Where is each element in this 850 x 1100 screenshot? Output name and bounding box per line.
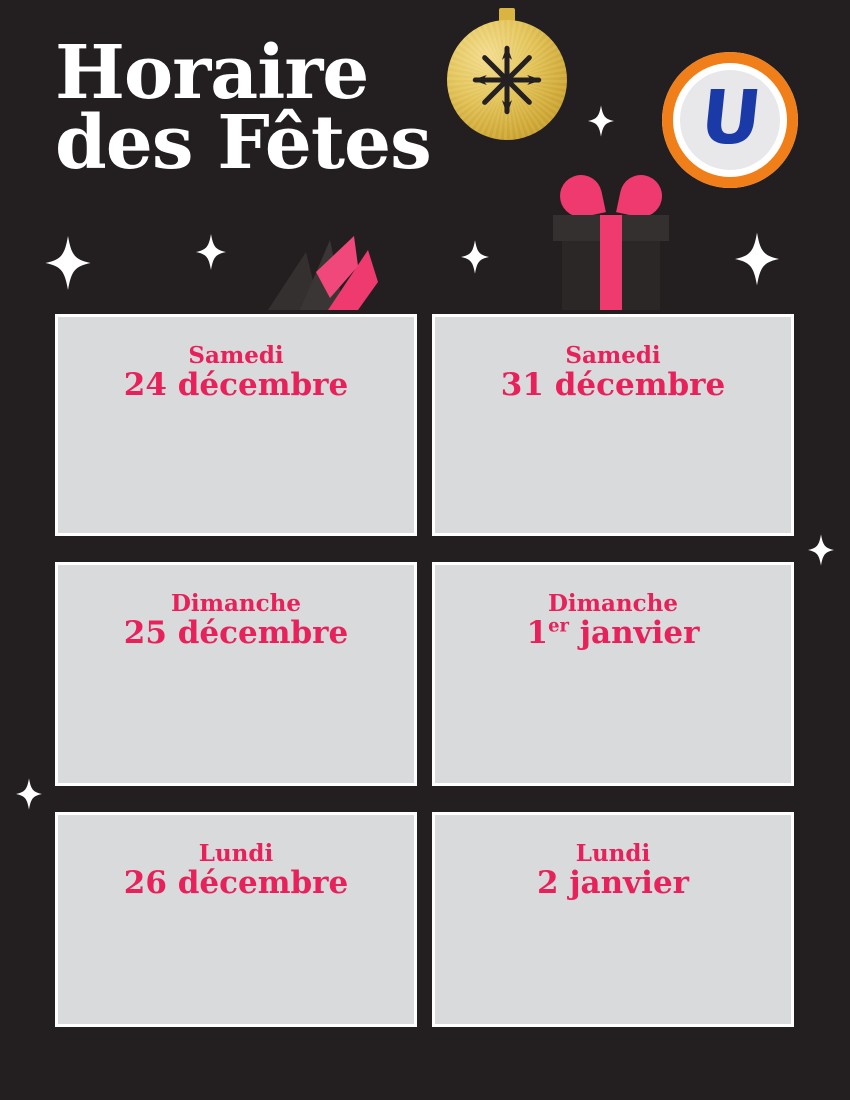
schedule-row-1 xyxy=(55,314,795,536)
sparkle-icon xyxy=(588,105,614,137)
schedule-card xyxy=(55,812,417,1027)
schedule-row-2 xyxy=(55,562,795,786)
schedule-card xyxy=(55,562,417,786)
logo-letter: U xyxy=(696,75,764,161)
title-line-2: des Fêtes xyxy=(55,100,431,187)
card-day-label: Dimanche xyxy=(170,590,301,617)
brand-logo xyxy=(662,52,798,188)
card-date-suffix: er xyxy=(548,615,569,637)
gift-box-icon xyxy=(548,175,674,310)
sparkle-icon xyxy=(16,778,42,810)
sparkle-icon xyxy=(808,534,834,566)
sparkle-icon xyxy=(461,240,489,274)
card-day-label: Samedi xyxy=(188,342,284,369)
sparkle-icon xyxy=(735,232,779,286)
card-date-label: 26 décembre xyxy=(123,865,349,902)
gift-bow-right xyxy=(616,171,666,221)
schedule-grid xyxy=(55,314,795,1053)
gift-bow-left xyxy=(556,171,606,221)
card-date-month: janvier xyxy=(569,615,700,652)
card-date-label: 2 janvier xyxy=(536,865,690,902)
card-day-label: Lundi xyxy=(575,840,651,867)
schedule-card xyxy=(432,812,794,1027)
card-date-number: 1 xyxy=(526,615,549,652)
page-title xyxy=(55,30,525,187)
card-day-label: Samedi xyxy=(565,342,661,369)
sparkle-icon xyxy=(196,234,226,270)
card-date-label xyxy=(435,616,791,652)
gift-ribbon xyxy=(600,215,622,310)
card-date-label: 24 décembre xyxy=(123,367,349,404)
card-date-label: 25 décembre xyxy=(123,615,349,652)
schedule-card xyxy=(432,314,794,536)
card-date-label: 31 décembre xyxy=(500,367,726,404)
card-day-label: Dimanche xyxy=(547,590,678,617)
schedule-row-3 xyxy=(55,812,795,1027)
schedule-card xyxy=(55,314,417,536)
schedule-card xyxy=(432,562,794,786)
card-day-label: Lundi xyxy=(198,840,274,867)
poinsettia-leaves-icon xyxy=(258,232,408,317)
title-line-1: Horaire xyxy=(55,30,369,116)
sparkle-icon xyxy=(45,236,91,290)
